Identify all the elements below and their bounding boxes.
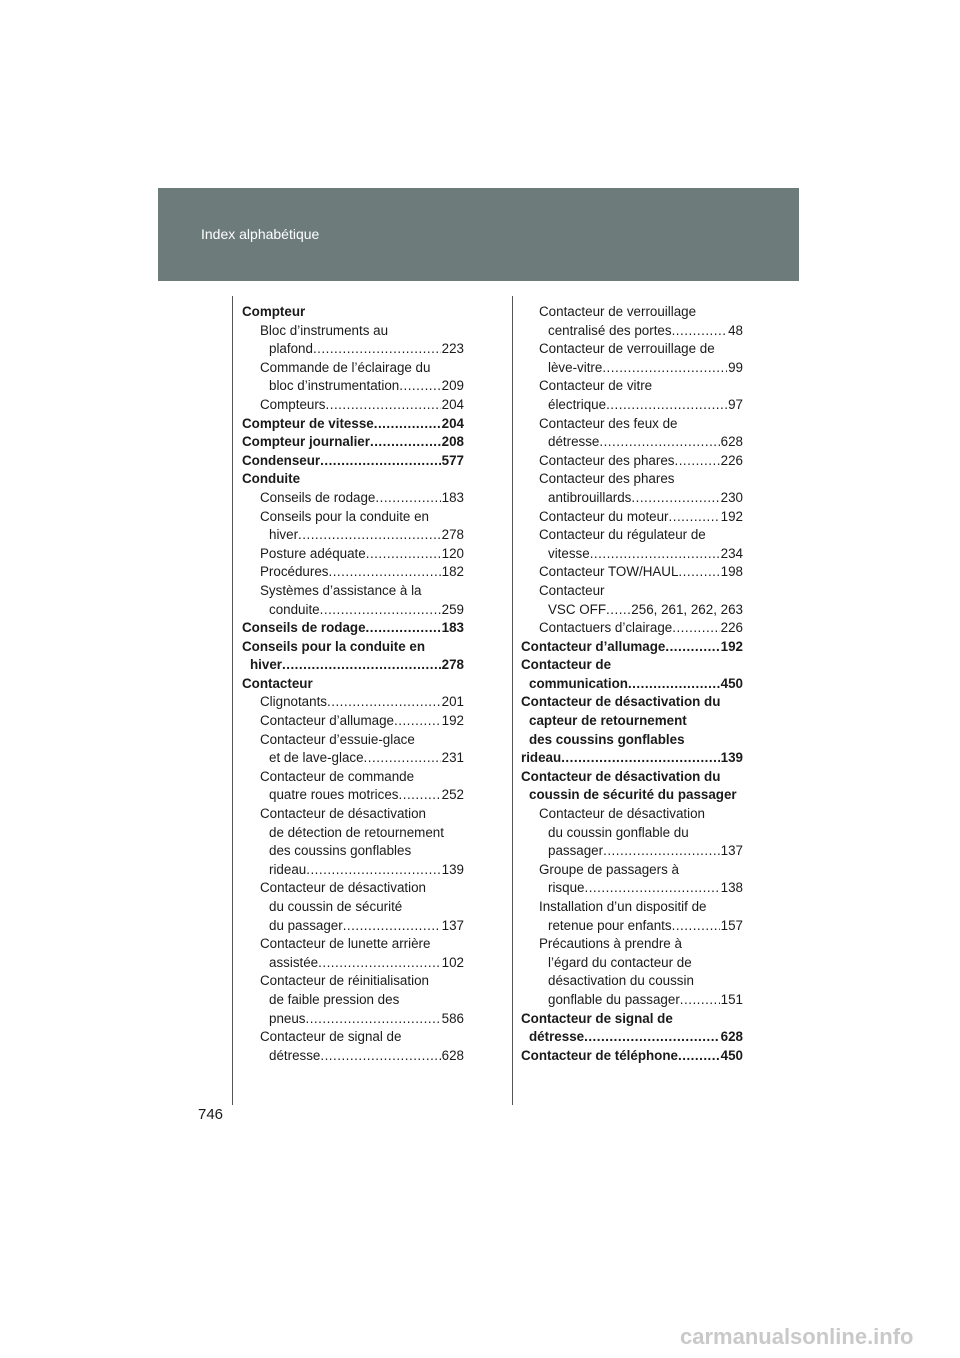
dot-leader bbox=[599, 433, 719, 452]
index-subentry bbox=[521, 805, 743, 861]
dot-leader bbox=[366, 545, 441, 564]
index-entry-text: rideau bbox=[521, 750, 562, 766]
index-column-right bbox=[521, 303, 743, 1065]
index-entry-text: hiver bbox=[269, 527, 299, 543]
dot-leader bbox=[561, 749, 719, 768]
index-entry-text: Contacteur de lunette arrière bbox=[260, 936, 431, 952]
index-entry-text: Contacteur de téléphone bbox=[521, 1047, 678, 1063]
page-reference: 628 bbox=[441, 1047, 464, 1063]
dot-leader bbox=[606, 396, 727, 415]
dot-leader bbox=[327, 693, 441, 712]
index-heading bbox=[242, 415, 464, 434]
dot-leader bbox=[399, 377, 440, 396]
index-subentry bbox=[521, 619, 743, 638]
index-entry-text: du passager bbox=[269, 917, 343, 933]
index-entry-text: Systèmes d’assistance à la bbox=[260, 582, 422, 598]
page-reference: 138 bbox=[720, 880, 743, 896]
dot-leader bbox=[375, 489, 440, 508]
index-subentry bbox=[242, 1028, 464, 1065]
page-reference: 157 bbox=[720, 917, 743, 933]
page-reference: 252 bbox=[441, 787, 464, 803]
index-entry-text: Contacteur bbox=[242, 675, 313, 691]
index-entry-text: Procédures bbox=[260, 564, 329, 580]
index-heading bbox=[242, 638, 464, 675]
page-number: 746 bbox=[198, 1106, 224, 1123]
index-subentry bbox=[242, 582, 464, 619]
index-column-left bbox=[242, 303, 464, 1065]
page-reference: 208 bbox=[441, 434, 464, 450]
index-entry-text: centralisé des portes bbox=[548, 322, 672, 338]
index-subentry bbox=[242, 359, 464, 396]
index-entry-text: l’égard du contacteur de bbox=[548, 954, 692, 970]
index-heading bbox=[521, 638, 743, 657]
dot-leader bbox=[672, 322, 728, 341]
index-entry-text: Compteurs bbox=[260, 396, 326, 412]
dot-leader bbox=[678, 563, 719, 582]
index-entry-text: rideau bbox=[269, 861, 307, 877]
page-reference: 198 bbox=[720, 564, 743, 580]
page-reference: 450 bbox=[720, 675, 743, 691]
index-entry-text: des coussins gonflables bbox=[529, 731, 685, 747]
index-subentry bbox=[521, 935, 743, 1009]
index-entry-text: risque bbox=[548, 880, 585, 896]
page-reference: 256, 261, 262, 263 bbox=[631, 601, 743, 617]
index-entry-text: pneus bbox=[269, 1010, 306, 1026]
index-subentry bbox=[242, 768, 464, 805]
dot-leader bbox=[370, 433, 441, 452]
index-entry-text: Contacteur de désactivation bbox=[260, 880, 426, 896]
index-subentry bbox=[521, 526, 743, 563]
index-entry-text: Compteur bbox=[242, 304, 306, 319]
index-entry-text: Contacteur de verrouillage bbox=[539, 304, 697, 319]
index-entry-text: Contacteur des phares bbox=[539, 471, 675, 487]
index-subentry bbox=[521, 470, 743, 507]
index-entry-text: Contacteur d’essuie-glace bbox=[260, 731, 415, 747]
index-entry-text: assistée bbox=[269, 954, 319, 970]
index-entry-text: hiver bbox=[250, 657, 283, 673]
index-entry-text: Contacteur de verrouillage de bbox=[539, 341, 715, 357]
index-entry-text: Bloc d’instruments au bbox=[260, 322, 389, 338]
index-subentry bbox=[521, 563, 743, 582]
index-entry-text: de détection de retournement bbox=[269, 824, 444, 840]
index-subentry bbox=[242, 322, 464, 359]
index-heading bbox=[242, 675, 464, 694]
index-subentry bbox=[521, 303, 743, 340]
page-reference: 139 bbox=[441, 861, 464, 877]
index-entry-text: détresse bbox=[269, 1047, 321, 1063]
dot-leader bbox=[602, 359, 727, 378]
index-entry-text: détresse bbox=[548, 434, 600, 450]
page-reference: 278 bbox=[441, 657, 464, 673]
page-reference: 139 bbox=[720, 750, 743, 766]
dot-leader bbox=[399, 786, 441, 805]
index-entry-text: Contacteur des phares bbox=[539, 452, 675, 468]
index-entry-text: Contacteur du moteur bbox=[539, 508, 669, 524]
page-reference: 226 bbox=[720, 452, 743, 468]
index-entry-text: Contacteur d’allumage bbox=[260, 713, 394, 729]
section-title: Index alphabétique bbox=[201, 226, 320, 242]
dot-leader bbox=[326, 396, 441, 415]
dot-leader bbox=[298, 526, 441, 545]
index-entry-text: Contacteur de commande bbox=[260, 768, 415, 784]
index-subentry bbox=[521, 861, 743, 898]
page-reference: 137 bbox=[720, 843, 743, 859]
dot-leader bbox=[343, 917, 441, 936]
page-reference: 204 bbox=[441, 415, 464, 431]
index-entry-text: Contacteur bbox=[539, 582, 605, 598]
index-subentry bbox=[242, 508, 464, 545]
dot-leader bbox=[669, 508, 720, 527]
index-entry-text: Posture adéquate bbox=[260, 545, 366, 561]
page-reference: 209 bbox=[441, 378, 464, 394]
dot-leader bbox=[366, 619, 441, 638]
dot-leader bbox=[672, 619, 719, 638]
index-entry-text: Contacteur des feux de bbox=[539, 415, 678, 431]
dot-leader bbox=[680, 991, 720, 1010]
page-reference: 201 bbox=[441, 694, 464, 710]
index-entry-text: Contacteur de désactivation du bbox=[521, 768, 721, 784]
page-reference: 192 bbox=[441, 713, 464, 729]
page-reference: 628 bbox=[720, 1029, 743, 1045]
index-entry-text: Compteur de vitesse bbox=[242, 415, 374, 431]
page-reference: 231 bbox=[441, 750, 464, 766]
index-entry-text: Commande de l’éclairage du bbox=[260, 359, 431, 375]
column-divider bbox=[512, 296, 513, 1105]
index-subentry bbox=[242, 879, 464, 935]
page-reference: 223 bbox=[441, 341, 464, 357]
dot-leader bbox=[665, 638, 719, 657]
index-heading bbox=[521, 1010, 743, 1047]
page-reference: 230 bbox=[720, 489, 743, 505]
index-entry-text: du coussin gonflable du bbox=[548, 824, 689, 840]
index-heading bbox=[521, 693, 743, 767]
index-entry-text: Contacteur de désactivation bbox=[260, 806, 426, 822]
index-entry-text: de faible pression des bbox=[269, 991, 400, 1007]
dot-leader bbox=[318, 954, 441, 973]
index-entry-text: capteur de retournement bbox=[529, 713, 687, 729]
index-entry-text: détresse bbox=[529, 1029, 585, 1045]
dot-leader bbox=[603, 842, 720, 861]
page-reference: 151 bbox=[720, 991, 743, 1007]
index-entry-text: Contacteur TOW/HAUL bbox=[539, 564, 679, 580]
index-heading bbox=[521, 768, 743, 805]
left-column-rule bbox=[232, 296, 233, 1105]
dot-leader bbox=[584, 879, 719, 898]
index-entry-text: Contacteur d’allumage bbox=[521, 638, 666, 654]
section-header bbox=[158, 188, 799, 281]
dot-leader bbox=[320, 601, 441, 620]
index-entry-text: plafond bbox=[269, 341, 313, 357]
index-entry-text: VSC OFF bbox=[548, 601, 607, 617]
index-heading bbox=[242, 433, 464, 452]
index-subentry bbox=[521, 340, 743, 377]
index-entry-text: coussin de sécurité du passager bbox=[529, 787, 737, 803]
page-reference: 183 bbox=[441, 620, 464, 636]
index-entry-text: électrique bbox=[548, 396, 607, 412]
page-reference: 99 bbox=[728, 359, 743, 375]
dot-leader bbox=[313, 340, 441, 359]
index-subentry bbox=[521, 582, 743, 619]
index-entry-text: Compteur journalier bbox=[242, 434, 370, 450]
index-heading bbox=[242, 303, 464, 322]
index-entry-text: Clignotants bbox=[260, 694, 327, 710]
page-reference: 586 bbox=[441, 1010, 464, 1026]
page-reference: 183 bbox=[441, 489, 464, 505]
index-entry-text: désactivation du coussin bbox=[548, 973, 694, 989]
index-entry-text: bloc d’instrumentation bbox=[269, 378, 400, 394]
page-reference: 234 bbox=[720, 545, 743, 561]
index-subentry bbox=[242, 563, 464, 582]
index-entry-text: Précautions à prendre à bbox=[539, 936, 682, 952]
index-entry-text: Installation d’un dispositif de bbox=[539, 899, 707, 914]
index-heading bbox=[242, 452, 464, 471]
dot-leader bbox=[282, 656, 441, 675]
index-heading bbox=[521, 1047, 743, 1066]
index-entry-text: Contactuers d’clairage bbox=[539, 620, 673, 636]
page-reference: 259 bbox=[441, 601, 464, 617]
index-heading bbox=[242, 470, 464, 489]
dot-leader bbox=[678, 1047, 720, 1066]
page-reference: 182 bbox=[441, 564, 464, 580]
index-entry-text: Conduite bbox=[242, 471, 301, 487]
dot-leader bbox=[320, 452, 441, 471]
page-reference: 278 bbox=[441, 527, 464, 543]
dot-leader bbox=[590, 545, 720, 564]
dot-leader bbox=[306, 861, 440, 880]
index-entry-text: Groupe de passagers à bbox=[539, 861, 679, 877]
index-entry-text: Conseils pour la conduite en bbox=[260, 508, 429, 524]
page-reference: 192 bbox=[720, 508, 743, 524]
dot-leader bbox=[328, 563, 440, 582]
index-entry-text: Contacteur du régulateur de bbox=[539, 527, 706, 543]
dot-leader bbox=[305, 1010, 440, 1029]
dot-leader bbox=[374, 415, 441, 434]
index-entry-text: Contacteur de désactivation du bbox=[521, 694, 721, 710]
index-subentry bbox=[242, 396, 464, 415]
dot-leader bbox=[394, 712, 441, 731]
index-entry-text: et de lave-glace bbox=[269, 750, 364, 766]
index-entry-text: antibrouillards bbox=[548, 489, 632, 505]
page-reference: 102 bbox=[441, 954, 464, 970]
dot-leader bbox=[628, 675, 720, 694]
dot-leader bbox=[631, 489, 719, 508]
index-entry-text: Conseils de rodage bbox=[260, 489, 376, 505]
index-entry-text: Condenseur bbox=[242, 452, 321, 468]
index-entry-text: gonflable du passager bbox=[548, 991, 680, 1007]
index-subentry bbox=[521, 508, 743, 527]
dot-leader bbox=[364, 749, 441, 768]
index-entry-text: du coussin de sécurité bbox=[269, 899, 403, 914]
page-reference: 192 bbox=[720, 638, 743, 654]
index-subentry bbox=[521, 415, 743, 452]
dot-leader bbox=[606, 601, 630, 620]
index-subentry bbox=[242, 712, 464, 731]
dot-leader bbox=[320, 1047, 440, 1066]
index-entry-text: vitesse bbox=[548, 545, 590, 561]
index-entry-text: lève-vitre bbox=[548, 359, 603, 375]
index-entry-text: Contacteur de signal de bbox=[260, 1029, 402, 1045]
index-subentry bbox=[521, 452, 743, 471]
dot-leader bbox=[584, 1028, 720, 1047]
index-subentry bbox=[242, 693, 464, 712]
page-reference: 137 bbox=[441, 917, 464, 933]
index-entry-text: Contacteur de bbox=[521, 657, 612, 673]
page-reference: 450 bbox=[720, 1047, 743, 1063]
index-heading bbox=[521, 656, 743, 693]
index-subentry bbox=[521, 898, 743, 935]
page-reference: 628 bbox=[720, 434, 743, 450]
index-entry-text: Conseils de rodage bbox=[242, 620, 366, 636]
index-entry-text: Conseils pour la conduite en bbox=[242, 638, 426, 654]
page-reference: 226 bbox=[720, 620, 743, 636]
index-entry-text: retenue pour enfants bbox=[548, 917, 672, 933]
page-reference: 48 bbox=[728, 322, 743, 338]
index-subentry bbox=[242, 805, 464, 879]
page-reference: 120 bbox=[441, 545, 464, 561]
index-entry-text: passager bbox=[548, 843, 604, 859]
index-entry-text: des coussins gonflables bbox=[269, 843, 412, 859]
index-subentry bbox=[242, 545, 464, 564]
index-subentry bbox=[521, 377, 743, 414]
index-heading bbox=[242, 619, 464, 638]
index-subentry bbox=[242, 935, 464, 972]
index-entry-text: communication bbox=[529, 675, 628, 691]
watermark: carmanualsonline.info bbox=[680, 1324, 914, 1349]
index-subentry bbox=[242, 489, 464, 508]
index-entry-text: Contacteur de réinitialisation bbox=[260, 973, 429, 989]
page-reference: 204 bbox=[441, 396, 464, 412]
index-subentry bbox=[242, 972, 464, 1028]
index-entry-text: conduite bbox=[269, 601, 320, 617]
index-entry-text: quatre roues motrices bbox=[269, 787, 399, 803]
index-entry-text: Contacteur de signal de bbox=[521, 1010, 673, 1026]
index-entry-text: Contacteur de désactivation bbox=[539, 806, 705, 822]
dot-leader bbox=[672, 917, 720, 936]
index-entry-text: Contacteur de vitre bbox=[539, 378, 653, 394]
page-reference: 577 bbox=[441, 452, 464, 468]
dot-leader bbox=[674, 452, 719, 471]
index-subentry bbox=[242, 731, 464, 768]
page-reference: 97 bbox=[728, 396, 743, 412]
